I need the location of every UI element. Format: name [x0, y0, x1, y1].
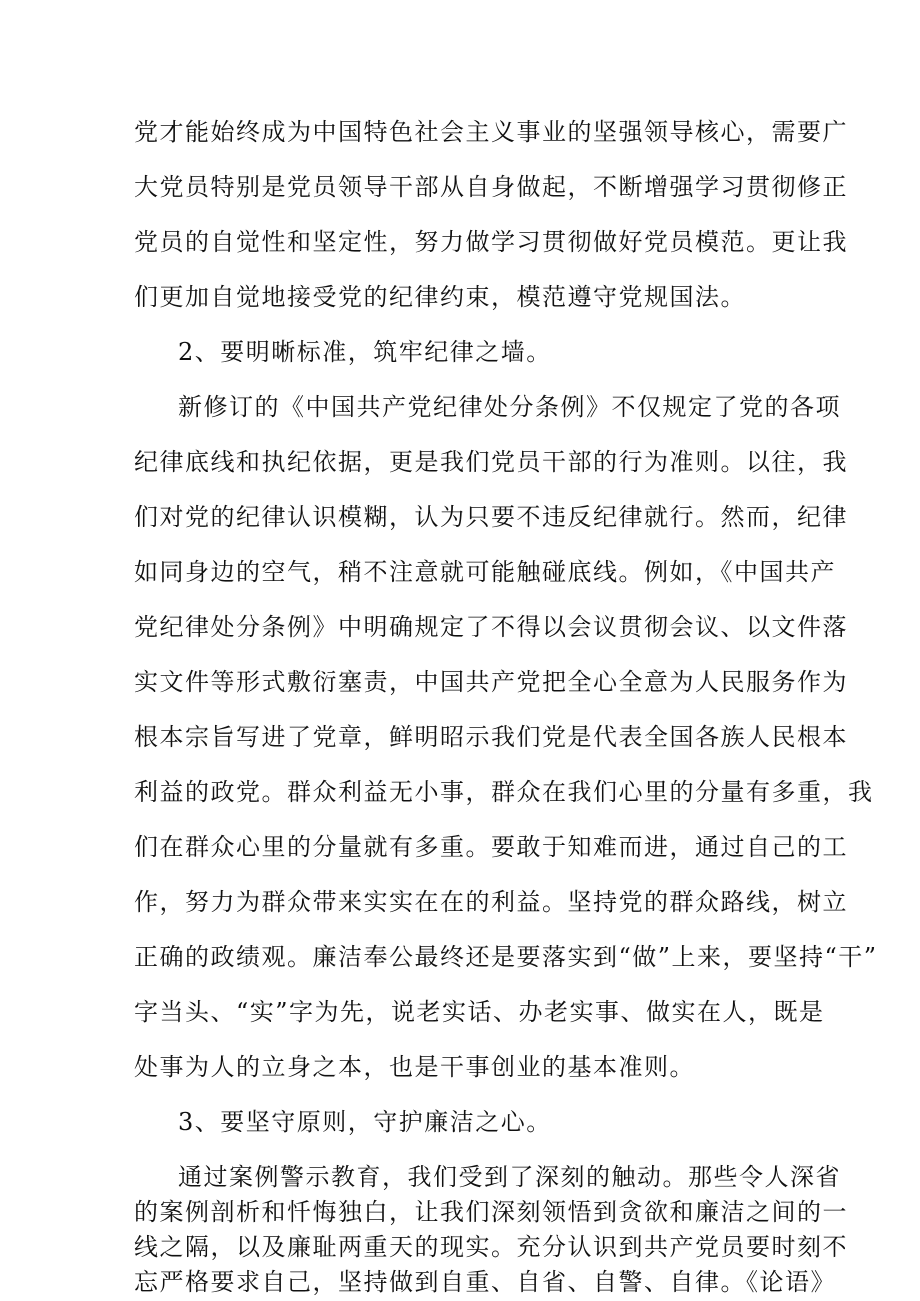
- text-line: 利益的政党。群众利益无小事，群众在我们心里的分量有多重，我: [134, 778, 874, 806]
- text-line: 党员的自觉性和坚定性，努力做学习贯彻做好党员模范。更让我: [134, 228, 848, 256]
- text-line: 根本宗旨写进了党章，鲜明昭示我们党是代表全国各族人民根本: [134, 723, 848, 751]
- section-heading: 2、要明晰标准，筑牢纪律之墙。: [178, 338, 552, 366]
- text-line: 实文件等形式敷衍塞责，中国共产党把全心全意为人民服务作为: [134, 668, 848, 696]
- text-line: 线之隔，以及廉耻两重天的现实。充分认识到共产党员要时刻不: [134, 1233, 848, 1261]
- text-line: 大党员特别是党员领导干部从自身做起，不断增强学习贯彻修正: [134, 173, 848, 201]
- text-line: 如同身边的空气，稍不注意就可能触碰底线。例如，《中国共产: [134, 558, 836, 586]
- text-line: 们在群众心里的分量就有多重。要敢于知难而进，通过自己的工: [134, 833, 848, 861]
- text-line: 党才能始终成为中国特色社会主义事业的坚强领导核心，需要广: [134, 118, 848, 146]
- text-line: 的案例剖析和忏悔独白，让我们深刻领悟到贪欲和廉洁之间的一: [134, 1198, 848, 1226]
- text-line: 党纪律处分条例》中明确规定了不得以会议贯彻会议、以文件落: [134, 613, 848, 641]
- text-line: 纪律底线和执纪依据，更是我们党员干部的行为准则。以往，我: [134, 448, 848, 476]
- text-line: 作，努力为群众带来实实在在的利益。坚持党的群众路线，树立: [134, 888, 848, 916]
- text-line: 新修订的《中国共产党纪律处分条例》不仅规定了党的各项: [178, 393, 841, 421]
- section-heading: 3、要坚守原则，守护廉洁之心。: [178, 1108, 552, 1136]
- text-line: 处事为人的立身之本，也是干事创业的基本准则。: [134, 1053, 695, 1081]
- text-line: 字当头、“实”字为先，说老实话、办老实事、做实在人，既是: [134, 998, 825, 1026]
- text-line: 们对党的纪律认识模糊，认为只要不违反纪律就行。然而，纪律: [134, 503, 848, 531]
- text-line: 通过案例警示教育，我们受到了深刻的触动。那些令人深省: [178, 1163, 841, 1191]
- text-line: 们更加自觉地接受党的纪律约束，模范遵守党规国法。: [134, 283, 746, 311]
- text-line: 忘严格要求自己，坚持做到自重、自省、自警、自律。《论语》: [134, 1268, 836, 1296]
- text-line: 正确的政绩观。廉洁奉公最终还是要落实到“做”上来，要坚持“干”: [134, 943, 878, 971]
